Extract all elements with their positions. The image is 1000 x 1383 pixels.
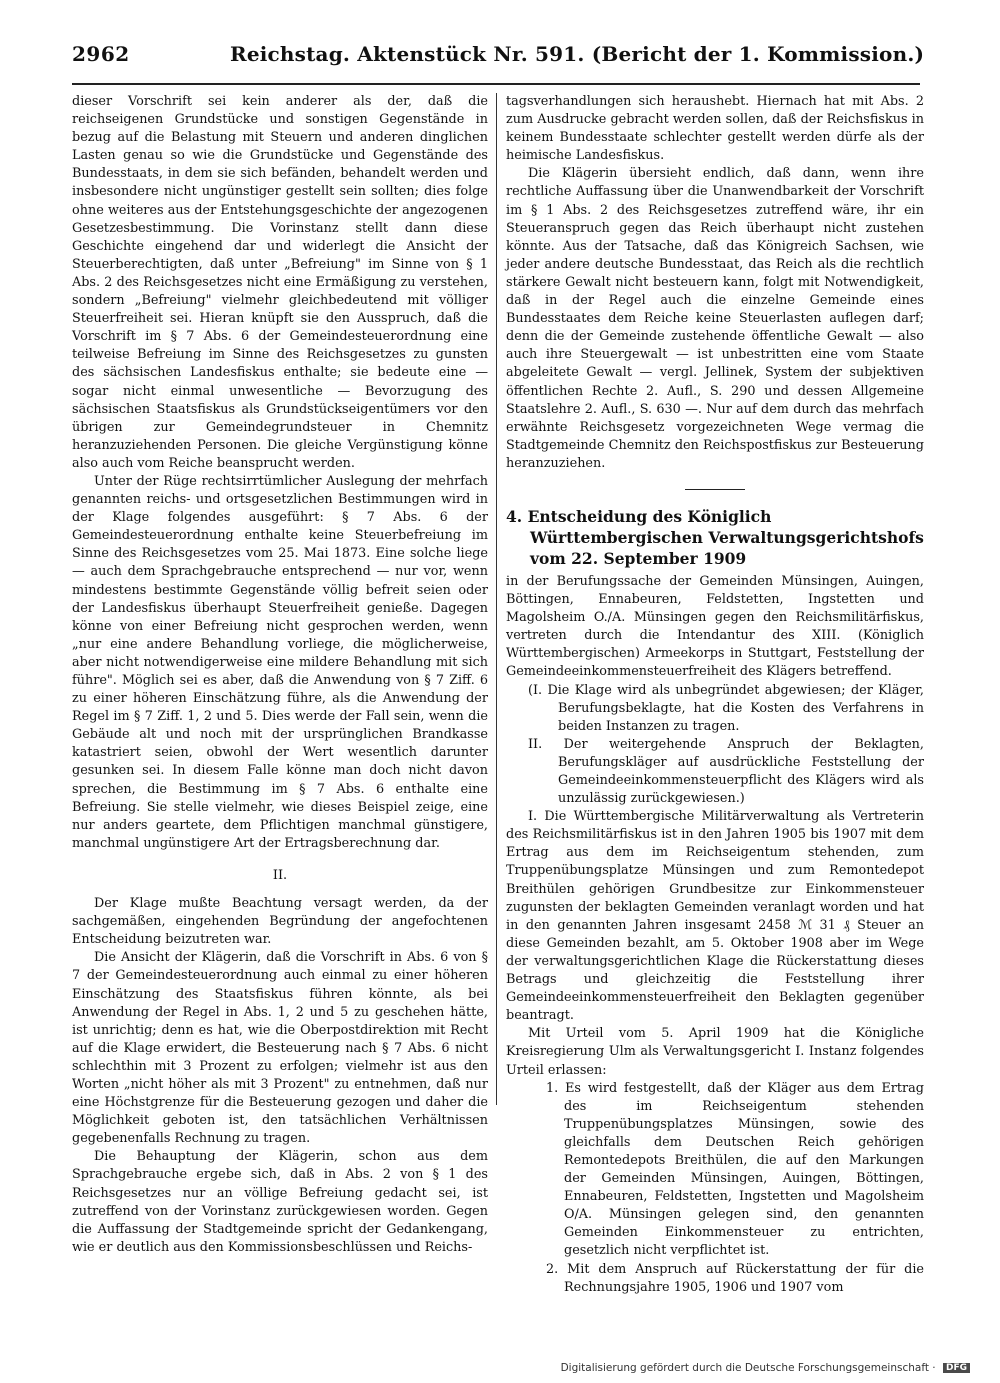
paragraph: Mit Urteil vom 5. April 1909 hat die Königliche Kreisregierung Ulm als Verwaltungsgericht I. Instanz folgendes Urteil erlassen:: [506, 1026, 924, 1078]
paragraph: Die Ansicht der Klägerin, daß die Vorschrift in Abs. 6 von § 7 der Gemeindesteuerordnung auch einmal zu einer höheren Einschätzung des Staatsfiskus führen könnte, als bei Anwendung der Regel in Abs. 1, 2 und 5 zu geschehen hätte, ist unrichtig; denn es hat, wie die Oberpostdirektion mit Recht auf die Klage erwidert, die Besteuerung nach § 7 Abs. 6 nicht schlechthin mit 3 Prozent zu erfolgen; vielmehr ist aus den Worten „nicht höher als mit 3 Prozent" zu entnehmen, daß nur eine Höchstgrenze für die Besteuerung gezogen und daher die Möglichkeit geboten ist, den tatsächlichen Verhältnissen gegebenenfalls Rechnung zu tragen.: [72, 950, 488, 1147]
page-number: 2962: [72, 42, 130, 66]
decision-heading: 4. Entscheidung des Königlich Württembergischen Verwaltungsgerichtshofs vom 22. September 1909: [506, 506, 924, 568]
credit-text: Digitalisierung gefördert durch die Deutsche Forschungsgemeinschaft ·: [560, 1362, 936, 1374]
list-item: 2. Mit dem Anspruch auf Rückerstattung der für die Rechnungsjahre 1905, 1906 und 1907 vom: [546, 1261, 924, 1295]
right-column: [506, 93, 924, 1297]
paragraph: Unter der Rüge rechtsirrtümlicher Auslegung der mehrfach genannten reichs- und ortsgesetzlichen Bestimmungen wird in der Klage folgendes ausgeführt: § 7 Abs. 6 der Gemeindesteuerordnung enthalte keine Steuerbefreiung im Sinne des Reichsgesetzes vom 25. Mai 1873. Eine solche liege — auch dem Sprachgebrauche entsprechend — nur vor, wenn mindestens bestimmte Gegenstände völlig befreit seien oder der Landesfiskus überhaupt Steuerfreiheit genieße. Dagegen könne von einer Befreiung nicht gesprochen werden, wenn „nur eine andere Behandlung vorliege, die möglicherweise, aber nicht notwendigerweise eine mildere Behandlung mit sich führe". Möglich sei es aber, daß die Anwendung von § 7 Ziff. 6 zu einer höheren Einschätzung führe, als die Anwendung der Regel im § 7 Ziff. 1, 2 und 5. Dies werde der Fall sein, wenn die Gebäude alt und noch mit der ursprünglichen Brandkasse katastriert seien, obwohl der Wert wesentlich darunter gesunken sei. In diesem Falle könne man doch nicht davon sprechen, die Bestimmung im § 7 Abs. 6 enthalte eine Befreiung. Sie stelle vielmehr, wie dieses Beispiel zeige, eine nur anders geartete, dem Pflichtigen manchmal günstigere, manchmal ungünstigere Art der Ertragsberechnung dar.: [72, 473, 488, 851]
tenor-item: II. Der weitergehende Anspruch der Beklagten, Berufungskläger auf ausdrückliche Feststellung der Gemeindeeinkommensteuerpflicht des Klägers wird als unzulässig zurückgewiesen.): [528, 736, 924, 807]
section-number: II.: [272, 867, 288, 883]
section-separator: [685, 489, 745, 490]
column-divider: [496, 93, 497, 1105]
paragraph: I. Die Württembergische Militärverwaltung als Vertreterin des Reichsmilitärfiskus ist in den Jahren 1905 bis 1907 mit dem Ertrag aus dem im Reichseigentum stehenden, zum Truppenübungsplatze Münsingen und zum Remontedepot Breithülen gehörigen Grundbesitze zur Einkommensteuer zugunsten der beklagten Gemeinden veranlagt worden und hat in den genannten Jahren insgesamt 2458 ℳ 31 ₰ Steuer an diese Gemeinden bezahlt, am 5. Oktober 1908 aber im Wege der verwaltungsgerichtlichen Klage die Rückerstattung dieses Betrags und gleichzeitig die Feststellung ihrer Gemeindeeinkommensteuerfreiheit den Beklagten gegenüber beantragt.: [506, 809, 924, 1024]
paragraph: dieser Vorschrift sei kein anderer als der, daß die reichseigenen Grundstücke und sonstigen Gegenstände in bezug auf die Belastung mit Steuern und anderen dinglichen Lasten genau so wie die Grundstücke und Gegenstände des Bundesstaats, in dem sie sich befänden, behandelt werden und insbesondere nicht ungünstiger gestellt sein sollten; dies folge ohne weiteres aus der Entstehungsgeschichte der angezogenen Gesetzesbestimmung. Die Vorinstanz stellt dann diese Geschichte eingehend dar und widerlegt die Ansicht der Steuerberechtigten, daß unter „Befreiung" im Sinne von § 1 Abs. 2 des Reichsgesetzes nicht eine Ermäßigung zu verstehen, sondern „Befreiung" vielmehr gleichbedeutend mit völliger Steuerfreiheit sei. Hieran knüpft sie den Ausspruch, daß die Vorschrift im § 7 Abs. 6 der Gemeindesteuerordnung eine teilweise Befreiung im Sinne des Reichsgesetzes zu gunsten des sächsischen Landesfiskus enthalte; sie bedeute eine — sogar nicht einmal unwesentliche — Bevorzugung des sächsischen Staatsfiskus als Grundstückseigentümers vor den übrigen zur Gemeindegrundsteuer in Chemnitz heranzuziehenden Personen. Die gleiche Vergünstigung könne also auch vom Reiche beansprucht werden.: [72, 94, 488, 471]
paragraph: Die Behauptung der Klägerin, schon aus dem Sprachgebrauche ergebe sich, daß in Abs. 2 von § 1 des Reichsgesetzes nur an völlige Befreiung gedacht sei, ist zutreffend von der Vorinstanz zurückgewiesen worden. Gegen die Auffassung der Stadtgemeinde spricht der Gedankengang, wie er deutlich aus den Kommissionsbeschlüssen und Reichs-: [72, 1149, 488, 1255]
paragraph: Die Klägerin übersieht endlich, daß dann, wenn ihre rechtliche Auffassung über die Unanwendbarkeit der Vorschrift im § 1 Abs. 2 des Reichsgesetzes zutreffend wäre, ihr ein Steueranspruch gegen das Reich überhaupt nicht zustehen könnte. Aus der Tatsache, daß das Königreich Sachsen, wie jeder andere deutsche Bundesstaat, das Reich als die rechtlich stärkere Gewalt nicht besteuern kann, folgt mit Notwendigkeit, daß in der Regel auch die einzelne Gemeinde eines Bundesstaates dem Reiche keine Steuerlasten auflegen darf; denn die der Gemeinde zustehende öffentliche Gewalt — also auch ihre Steuergewalt — ist unbestritten eine vom Staate abgeleitete Gewalt — vergl. Jellinek, System der subjektiven öffentlichen Rechte 2. Aufl., S. 290 und dessen Allgemeine Staatslehre 2. Aufl., S. 630 —. Nur auf dem durch das mehrfach erwähnte Reichsgesetz vorgezeichneten Wege vermag die Stadtgemeinde Chemnitz den Reichspostfiskus zur Besteuerung heranzuziehen.: [506, 166, 924, 471]
running-title: Reichstag. Aktenstück Nr. 591. (Bericht der 1. Kommission.): [230, 42, 925, 66]
dfg-logo: DFG: [943, 1363, 970, 1373]
left-column: [72, 93, 488, 1257]
paragraph: in der Berufungssache der Gemeinden Münsingen, Auingen, Böttingen, Ennabeuren, Feldstetten, Ingstetten und Magolsheim O./A. Münsingen gegen den Reichsmilitärfiskus, vertreten durch die Intendantur des XIII. (Königlich Württembergischen) Armeekorps in Stuttgart, Feststellung der Gemeindeeinkommensteuerfreiheit des Klägers betreffend.: [506, 573, 924, 680]
paragraph: Der Klage mußte Beachtung versagt werden, da der sachgemäßen, eingehenden Begründung der angefochtenen Entscheidung beizutreten war.: [72, 896, 488, 948]
header-rule: [72, 83, 920, 85]
paragraph: tagsverhandlungen sich heraushebt. Hiernach hat mit Abs. 2 zum Ausdrucke gebracht werden sollen, daß der Reichsfiskus in keinem Bundesstaate schlechter gestellt werden dürfe als der heimische Landesfiskus.: [506, 94, 924, 164]
tenor-item: (I. Die Klage wird als unbegründet abgewiesen; der Kläger, Berufungsbeklagte, hat die Kosten des Verfahrens in beiden Instanzen zu tragen.: [528, 682, 924, 734]
digitization-credit: [561, 1362, 970, 1374]
page-header: [72, 42, 925, 72]
list-item: 1. Es wird festgestellt, daß der Kläger aus dem Ertrag des im Reichseigentum stehenden Truppenübungsplatzes Münsingen, sowie des gleichfalls dem Deutschen Reich gehörigen Remontedepots Breithülen, die auf den Markungen der Gemeinden Münsingen, Auingen, Böttingen, Ennabeuren, Feldstetten, Ingstetten und Magolsheim O/A. Münsingen gelegen sind, den genannten Gemeinden Einkommensteuer zu entrichten, gesetzlich nicht verpflichtet ist.: [546, 1080, 924, 1259]
